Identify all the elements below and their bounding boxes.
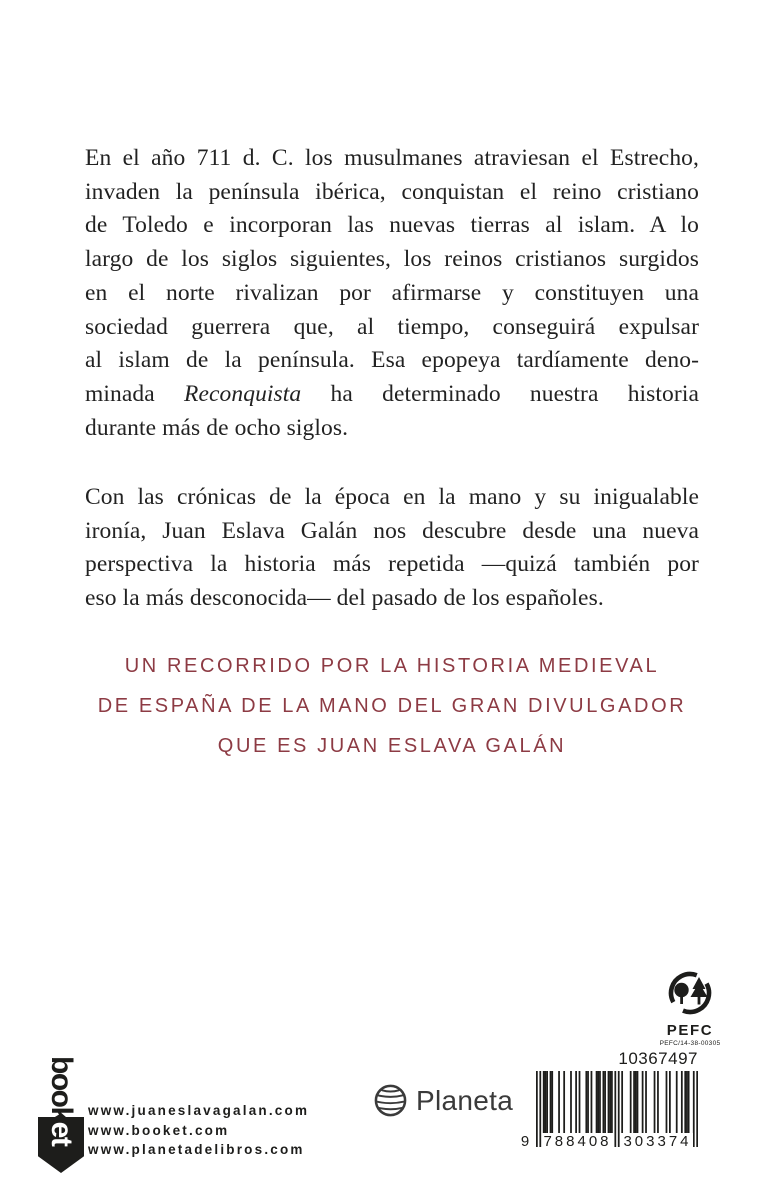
isbn-group-2: 303374 xyxy=(623,1133,692,1150)
planeta-logo xyxy=(373,1083,513,1118)
product-code: 10367497 xyxy=(618,1049,698,1068)
booket-text-dark: book xyxy=(45,1056,78,1122)
text-line: Con las crónicas de la época en la mano y su inigualable xyxy=(85,484,699,510)
text-line: En el año 711 d. C. los musulmanes atraviesan el Estrecho, xyxy=(85,145,699,171)
globe-icon xyxy=(373,1083,408,1118)
tagline xyxy=(0,646,784,766)
pefc-cert-number: PEFC/14-38-00305 xyxy=(659,1040,721,1047)
text-line: www.booket.com xyxy=(88,1122,230,1138)
text-line: www.planetadelibros.com xyxy=(88,1142,305,1157)
pefc-logo xyxy=(650,970,730,1047)
booket-wordmark xyxy=(38,1056,84,1176)
isbn-digit-lead: 9 xyxy=(518,1133,532,1150)
synopsis-paragraph-2 xyxy=(85,481,699,616)
text-line: UN RECORRIDO POR LA HISTORIA MEDIEVAL xyxy=(124,655,660,677)
text-line: en el norte rivalizan por afirmarse y constituyen una xyxy=(85,279,699,306)
website-urls xyxy=(88,1101,309,1160)
text-line: al islam de la península. Esa epopeya tardíamente deno- xyxy=(85,347,699,374)
booket-logo xyxy=(38,1054,84,1176)
text-line: www.juaneslavagalan.com xyxy=(88,1103,310,1118)
italic-word: Reconquista xyxy=(184,380,302,407)
paragraph-lines xyxy=(85,481,699,582)
text-line: durante más de ocho siglos. xyxy=(85,414,349,441)
text-line: ironía, Juan Eslava Galán nos descubre desde una nueva xyxy=(85,517,699,544)
planeta-label: Planeta xyxy=(416,1084,514,1116)
text-line: QUE ES JUAN ESLAVA GALÁN xyxy=(217,735,567,757)
text-line: largo de los siglos siguientes, los reinos cristianos surgidos xyxy=(85,246,699,273)
booket-text-light: et xyxy=(45,1121,78,1146)
synopsis-paragraph-1 xyxy=(85,142,699,445)
text-line: invaden la península ibérica, conquistan el reino cristiano xyxy=(85,178,699,205)
isbn-group-1: 788408 xyxy=(543,1133,612,1150)
pefc-label: PEFC xyxy=(666,1022,714,1039)
text-segment: ha determinado nuestra historia xyxy=(330,380,699,407)
pefc-trees-icon xyxy=(657,970,723,1018)
text-segment: minada xyxy=(85,380,155,407)
text-line xyxy=(85,378,699,412)
paragraph-lines xyxy=(85,142,699,378)
text-line: de Toledo e incorporan las nuevas tierras al islam. A lo xyxy=(85,212,699,239)
text-line: DE ESPAÑA DE LA MANO DEL GRAN DIVULGADOR xyxy=(97,695,687,717)
text-line: perspectiva la historia más repetida —quizá también por xyxy=(85,551,699,578)
ean13-barcode xyxy=(536,1071,698,1171)
text-line: eso la más desconocida— del pasado de los españoles. xyxy=(85,585,604,612)
text-line: sociedad guerrera que, al tiempo, conseguirá expulsar xyxy=(85,313,699,340)
barcode-block xyxy=(518,1049,700,1159)
